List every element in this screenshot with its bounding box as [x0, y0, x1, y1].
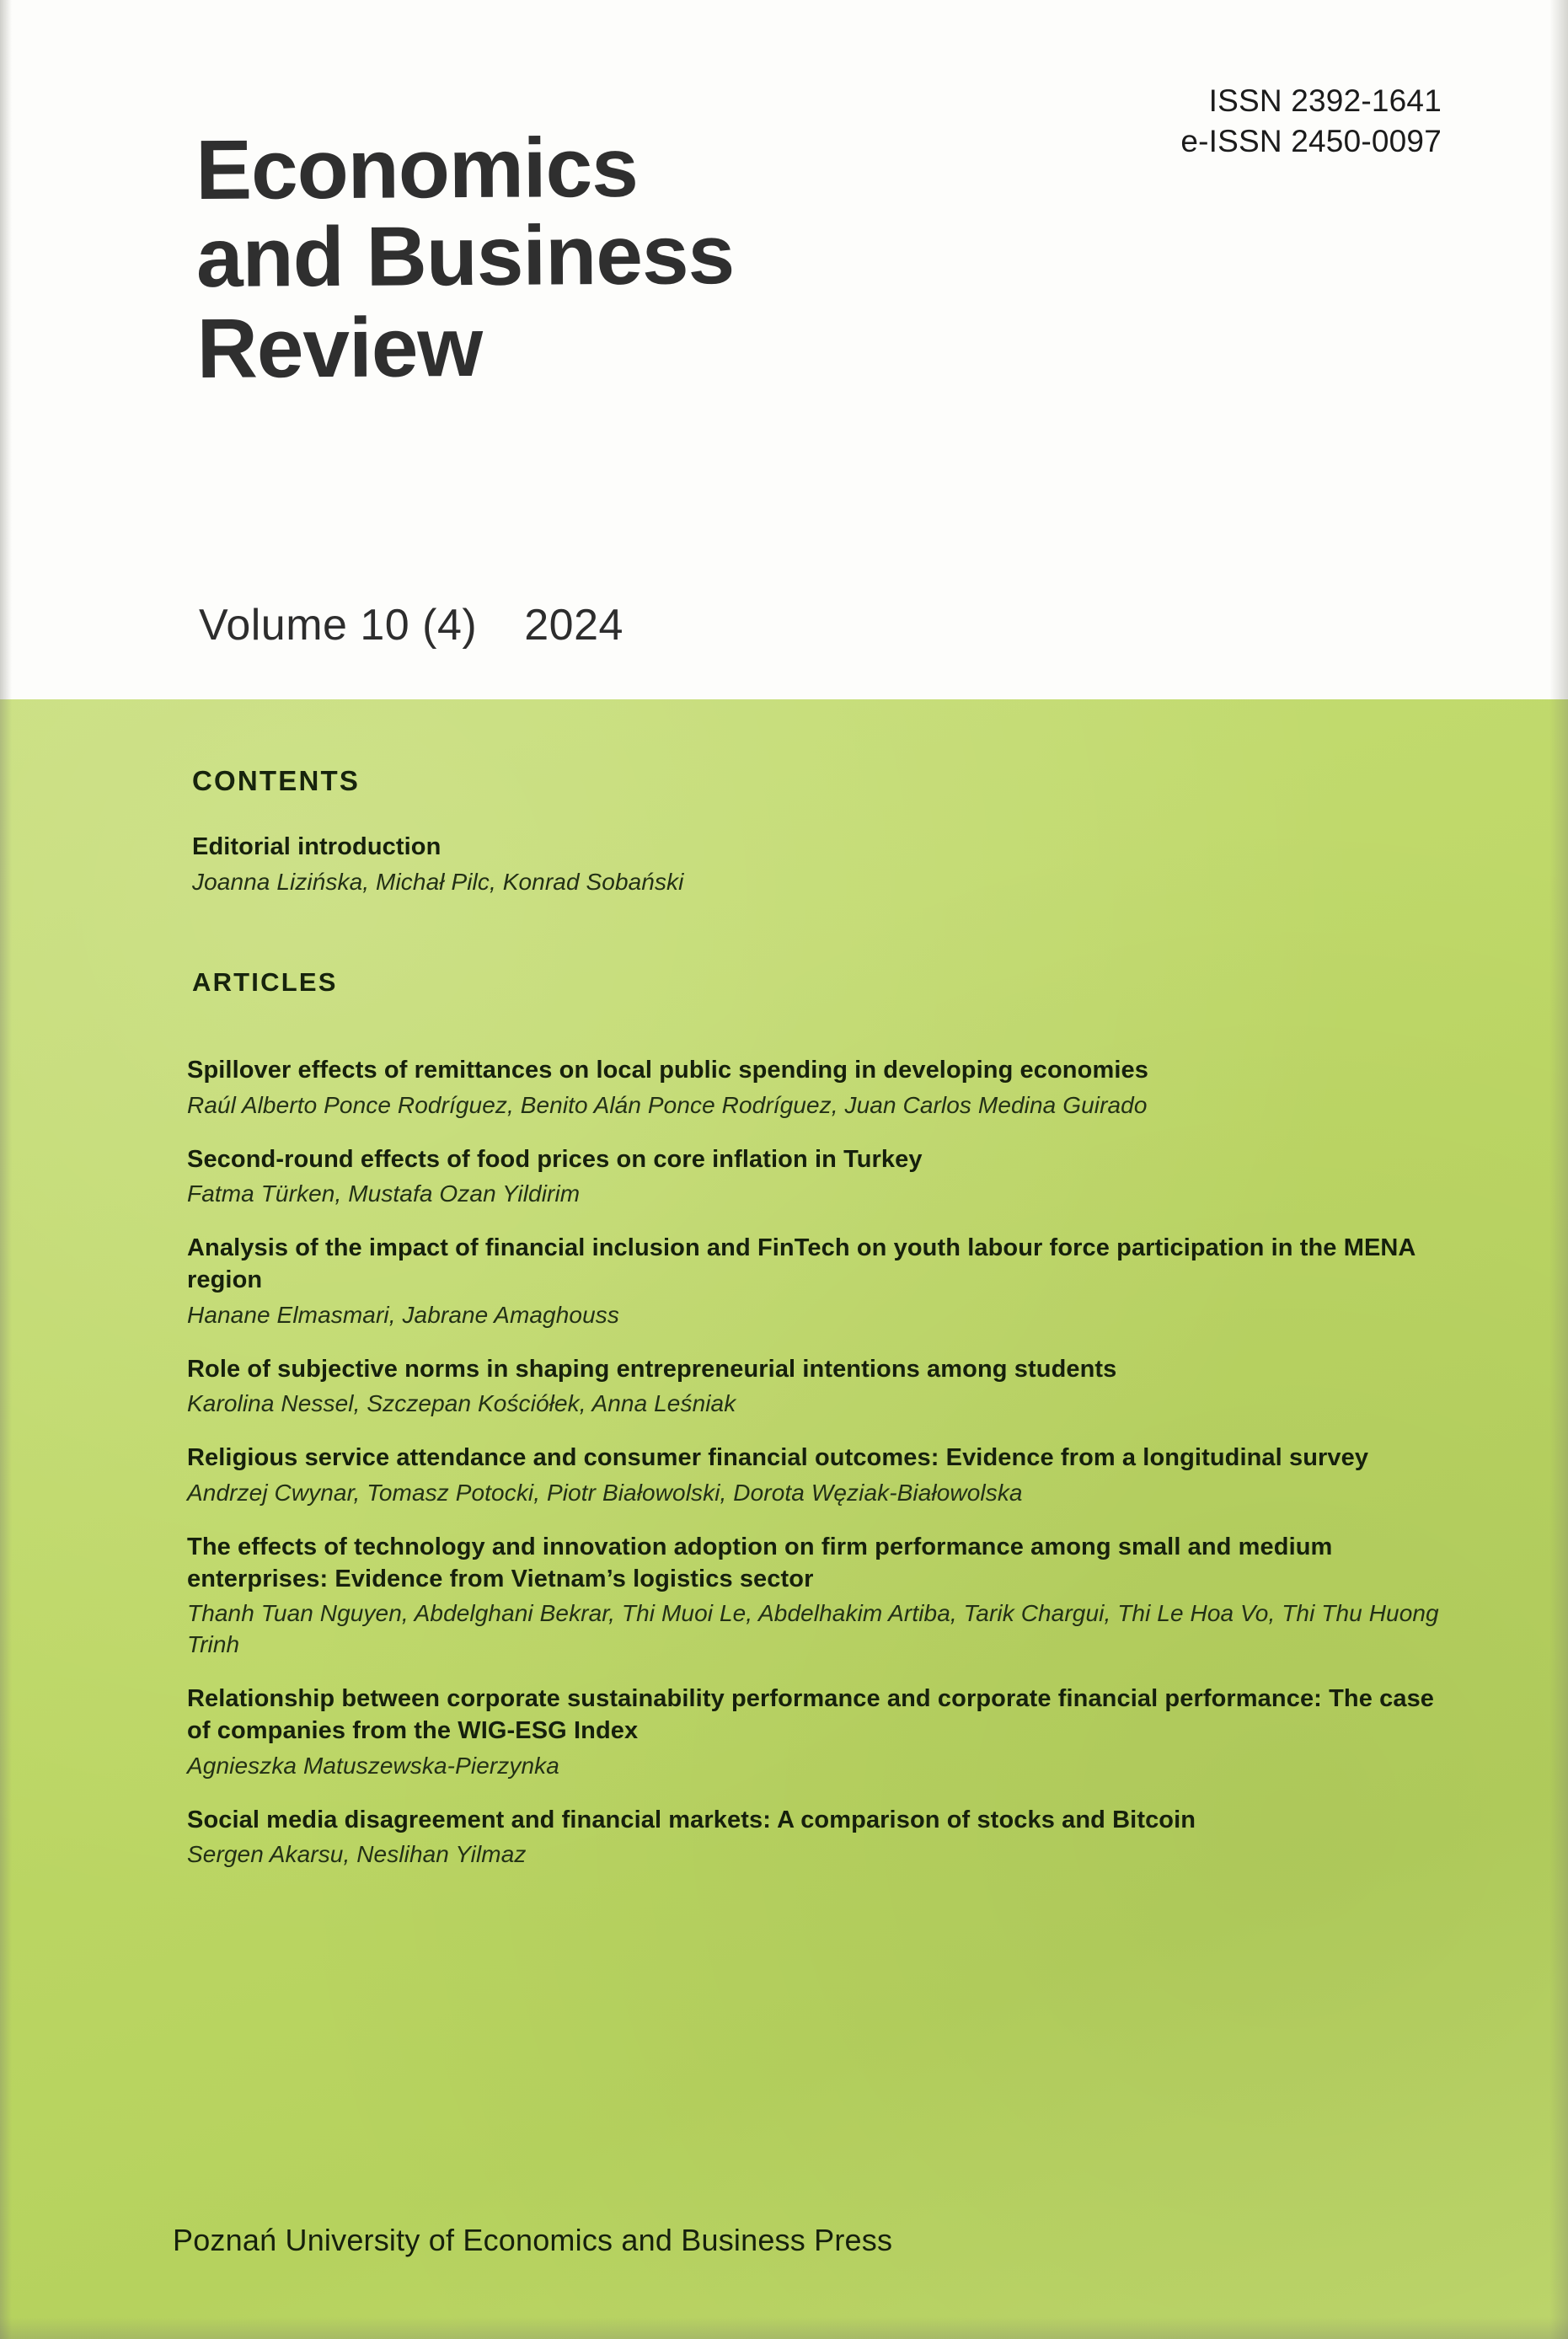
journal-title-line-1: Economics [195, 120, 639, 217]
article-title: Spillover effects of remittances on local public spending in developing economies [187, 1057, 1148, 1084]
article-title: Social media disagreement and financial markets: A comparison of stocks and Bitcoin [187, 1806, 1196, 1833]
articles-heading: ARTICLES [192, 967, 338, 997]
article-authors: Karolina Nessel, Szczepan Kościółek, Anna Leśniak [187, 1390, 736, 1417]
article-authors: Agnieszka Matuszewska-Pierzynka [187, 1752, 559, 1779]
page-edge-left [0, 0, 12, 2339]
volume-issue-line [199, 600, 623, 650]
article-title: Analysis of the impact of financial inclusion and FinTech on youth labour force participation in the MENA region [187, 1234, 1415, 1293]
journal-title [195, 120, 735, 396]
list-item [187, 1354, 1451, 1421]
year-label: 2024 [524, 601, 623, 650]
page-edge-right [1549, 0, 1568, 2339]
list-item [187, 1442, 1451, 1509]
article-title: Second-round effects of food prices on core inflation in Turkey [187, 1145, 923, 1173]
article-title: Religious service attendance and consumer financial outcomes: Evidence from a longitudinal survey [187, 1444, 1369, 1472]
issn-electronic: e-ISSN 2450-0097 [1180, 124, 1442, 159]
article-authors: Thanh Tuan Nguyen, Abdelghani Bekrar, Thi Muoi Le, Abdelhakim Artiba, Tarik Chargui, Thi Le Hoa Vo, Thi Thu Huong Trinh [187, 1600, 1439, 1658]
article-authors: Raúl Alberto Ponce Rodríguez, Benito Alán Ponce Rodríguez, Juan Carlos Medina Guirado [187, 1091, 1148, 1118]
article-authors: Sergen Akarsu, Neslihan Yilmaz [187, 1841, 527, 1868]
editorial-authors: Joanna Lizińska, Michał Pilc, Konrad Sobański [192, 868, 684, 895]
list-item [187, 1683, 1451, 1781]
volume-label: Volume 10 (4) [199, 601, 478, 650]
article-title: Role of subjective norms in shaping entrepreneurial intentions among students [187, 1355, 1117, 1383]
editorial-title: Editorial introduction [192, 833, 442, 860]
article-authors: Fatma Türken, Mustafa Ozan Yildirim [187, 1180, 581, 1207]
article-list [187, 1055, 1451, 1893]
list-item [187, 1233, 1451, 1330]
article-title: Relationship between corporate sustainability performance and corporate financial performance: The case of companies from the WIG-ESG Index [187, 1685, 1435, 1744]
article-title: The effects of technology and innovation adoption on firm performance among small and medium enterprises: Evidence from Vietnam’s logistics sector [187, 1533, 1333, 1592]
journal-title-line-3: Review [196, 299, 483, 396]
article-authors: Hanane Elmasmari, Jabrane Amaghouss [187, 1301, 619, 1328]
list-item [187, 1055, 1451, 1121]
page-edge-bottom [0, 2317, 1568, 2339]
contents-heading: CONTENTS [192, 765, 361, 796]
list-item [187, 1805, 1451, 1871]
issn-block [1180, 81, 1442, 162]
journal-title-line-2: and Business [195, 207, 735, 305]
article-authors: Andrzej Cwynar, Tomasz Potocki, Piotr Białowolski, Dorota Węziak-Białowolska [187, 1479, 1023, 1506]
list-item [187, 1144, 1451, 1211]
list-item [187, 1532, 1451, 1661]
issn-print: ISSN 2392-1641 [1208, 83, 1442, 118]
publisher-name: Poznań University of Economics and Business Press [173, 2223, 893, 2257]
editorial-entry [192, 832, 1439, 898]
